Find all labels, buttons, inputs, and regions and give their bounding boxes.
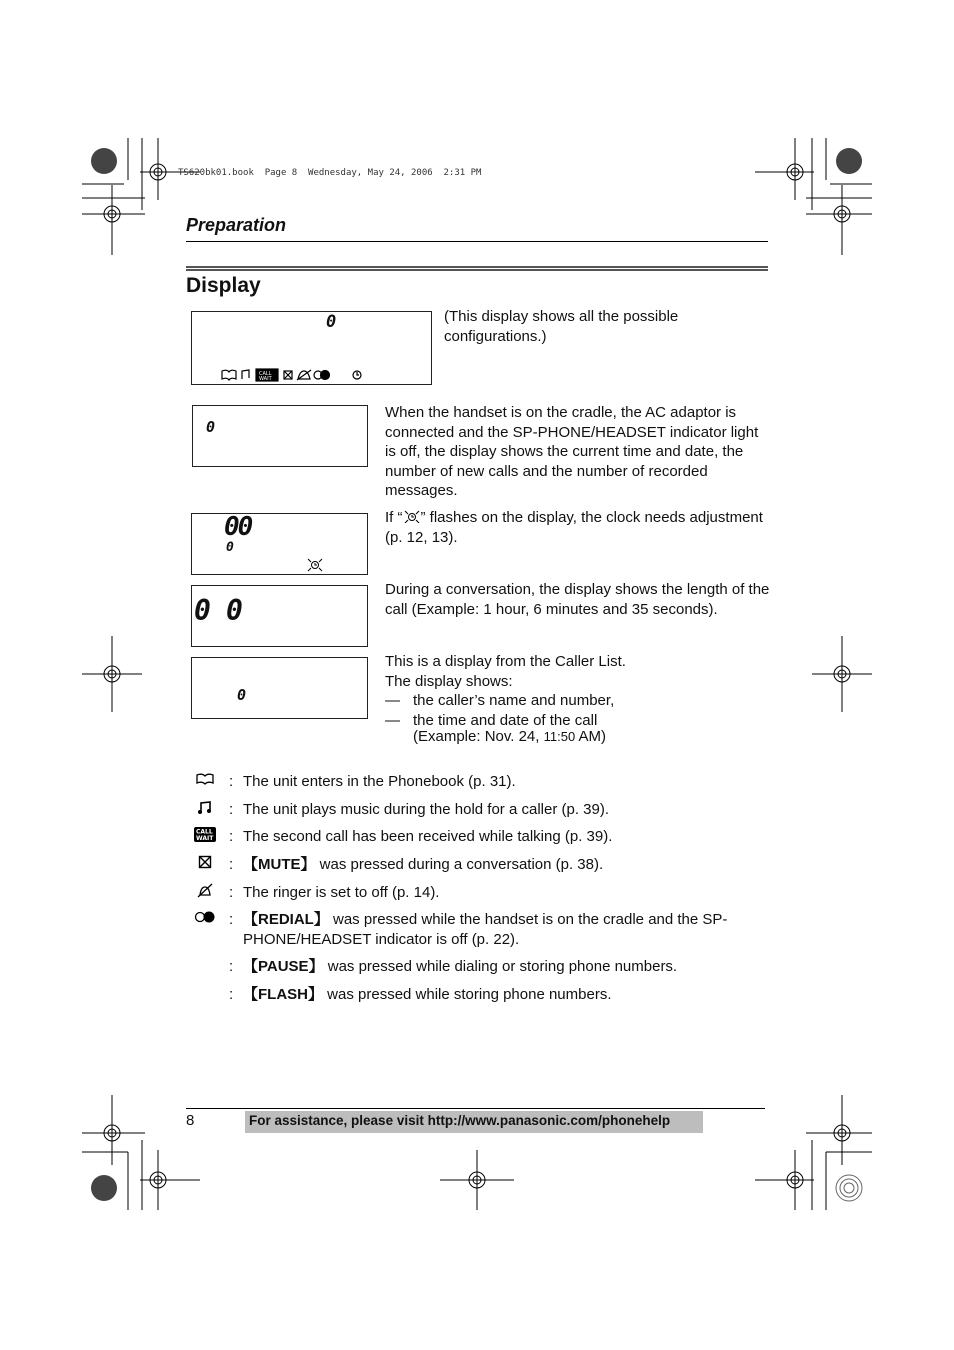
list-item: : 【REDIAL】 was pressed while the handset is on the cradle and the SP-PHONE/HEADSET indicator is off (p. 22). — [185, 910, 785, 950]
display-2-text: When the handset is on the cradle, the AC adaptor is connected and the SP-PHONE/HEADSET indicator light is off, the display shows the current time and date, the number of new calls and the number of recorded messages. — [385, 404, 759, 499]
assistance-link[interactable]: For assistance, please visit http://www.panasonic.com/phonehelp — [249, 1113, 671, 1128]
list-item: : 【FLASH】 was pressed while storing phone numbers. — [229, 986, 612, 1003]
lcd-display-all — [191, 311, 432, 385]
ringer-off-icon — [185, 883, 225, 904]
lcd-digit: 0 — [326, 312, 337, 332]
lcd-digit-small: 0 — [226, 540, 234, 555]
lcd-digit: 0 — [237, 686, 247, 704]
footer-rule — [186, 1108, 765, 1109]
title-rule — [186, 266, 768, 271]
section-label: Preparation — [186, 215, 287, 235]
page-number: 8 — [186, 1112, 195, 1129]
lcd-icon-row — [220, 368, 370, 382]
svg-text:WAIT: WAIT — [196, 835, 214, 842]
lcd-digit: 0 — [226, 594, 243, 627]
svg-text:CALL: CALL — [259, 371, 272, 377]
section-rule — [186, 241, 768, 242]
lcd-digit: 0 — [206, 418, 216, 436]
svg-text:CALL: CALL — [196, 828, 213, 836]
lcd-display-standby — [192, 405, 368, 467]
lcd-display-caller-list — [191, 657, 368, 719]
redial-icon — [185, 910, 225, 930]
list-item: : The unit enters in the Phonebook (p. 31). — [185, 772, 785, 792]
lcd-digits-large: 00 — [224, 512, 252, 542]
call-wait-icon — [185, 827, 225, 848]
lcd-display-clock-adjust — [191, 513, 368, 575]
phonebook-icon — [185, 772, 225, 792]
list-item: : 【PAUSE】 was pressed while dialing or storing phone numbers. — [229, 958, 678, 975]
music-note-icon — [185, 800, 225, 820]
print-header: TS620bk01.book Page 8 Wednesday, May 24, 2006 2:31 PM — [178, 168, 482, 178]
display-4-text: During a conversation, the display shows the length of the call (Example: 1 hour, 6 minutes and 35 seconds). — [385, 581, 770, 618]
clock-adjust-icon — [403, 509, 421, 522]
lcd-digit: 0 — [194, 594, 211, 627]
display-1-text: (This display shows all the possible configurations.) — [444, 308, 679, 345]
clock-adjust-icon — [306, 558, 324, 577]
mute-icon — [185, 855, 225, 875]
lcd-display-call-length — [191, 585, 368, 647]
list-item: CALL WAIT : The second call has been received while talking (p. 39). — [185, 827, 785, 847]
display-3-text: If “ ” flashes on the display, the clock needs adjustment (p. 12, 13). — [385, 509, 763, 546]
display-5-text: This is a display from the Caller List. The display shows: — the caller’s name and number, — the time and date of the call (Example: Nov. 24, 11:50 AM) — [385, 653, 626, 745]
page-title: Display — [186, 274, 261, 297]
svg-text:WAIT: WAIT — [259, 376, 272, 382]
list-item: : 【MUTE】 was pressed during a conversation (p. 38). — [185, 855, 785, 875]
list-item: : The unit plays music during the hold for a caller (p. 39). — [185, 800, 785, 820]
list-item: : The ringer is set to off (p. 14). — [185, 883, 785, 903]
